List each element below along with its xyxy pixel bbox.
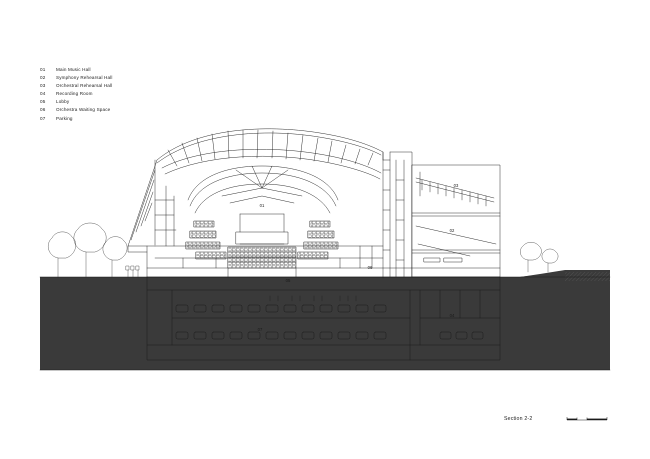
legend-item-number: 07 [40, 115, 46, 121]
legend-item-number: 04 [40, 91, 46, 97]
west-wing [128, 160, 176, 277]
legend-item-label: Symphony Rehearsal Hall [56, 75, 113, 81]
drawing-caption: Section 2-2 [504, 416, 533, 422]
callout-07: 07 [257, 327, 263, 332]
seating-terraces [186, 221, 338, 268]
legend-item-number: 03 [40, 83, 46, 89]
legend-item-label: Lobby [56, 99, 70, 105]
legend-item-number: 02 [40, 75, 46, 81]
ground-mass [40, 270, 610, 370]
callout-01: 01 [259, 203, 265, 208]
legend-item-label: Orchestral Rehearsal Hall [56, 83, 113, 89]
trees-left [48, 223, 127, 277]
callout-06: 06 [367, 265, 373, 270]
callout-02: 02 [449, 228, 455, 233]
scale-bar [565, 410, 609, 422]
legend-item-number: 01 [40, 67, 46, 72]
street-furniture [126, 266, 139, 277]
legend-item-label: Parking [56, 115, 73, 121]
trees-right [520, 242, 558, 272]
callout-05: 05 [285, 278, 291, 283]
legend-item-label: Main Music Hall [56, 67, 91, 72]
legend-item-label: Recording Room [56, 91, 93, 97]
legend-item-number: 05 [40, 99, 46, 105]
callout-03: 03 [453, 183, 459, 188]
callout-04: 04 [449, 313, 455, 318]
legend-item-label: Orchestra Waiting Space [56, 107, 111, 113]
rehearsal-block [383, 152, 500, 277]
legend-item-number: 06 [40, 107, 46, 113]
